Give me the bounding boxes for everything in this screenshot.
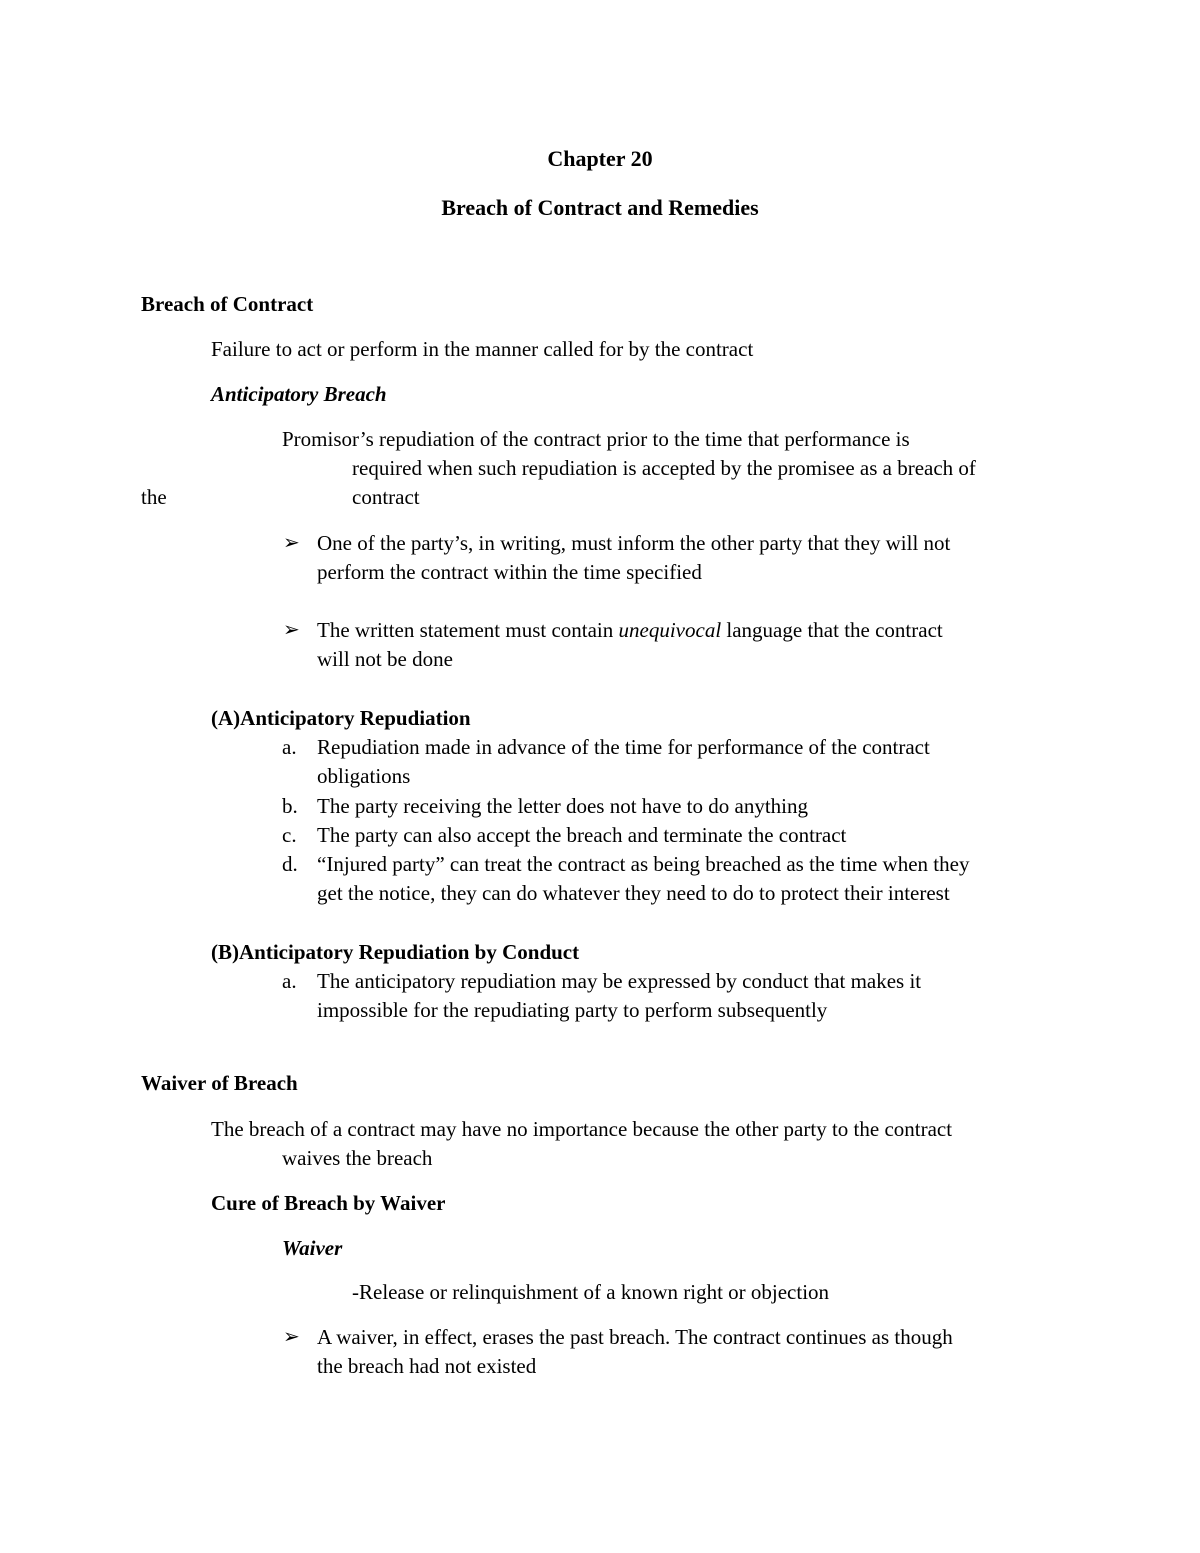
arrow-bullet-icon: ➢ bbox=[283, 1326, 300, 1348]
waiver-definition-line2: waives the breach bbox=[282, 1146, 433, 1170]
list-item-line: The party can also accept the breach and terminate the contract bbox=[317, 823, 847, 847]
list-item-line: get the notice, they can do whatever they need to do to protect their interest bbox=[317, 881, 950, 905]
bullet-unequivocal-line2: will not be done bbox=[317, 647, 453, 671]
list-marker: b. bbox=[282, 794, 298, 818]
section-heading-breach: Breach of Contract bbox=[141, 292, 314, 316]
list-item-line: “Injured party” can treat the contract as being breached as the time when they bbox=[317, 852, 970, 876]
list-marker: a. bbox=[282, 735, 297, 759]
anticipatory-definition-line2: required when such repudiation is accepted by the promisee as a breach of bbox=[352, 456, 976, 480]
subheading-cure-of-breach: Cure of Breach by Waiver bbox=[211, 1191, 446, 1215]
anticipatory-definition-line3: contract bbox=[352, 485, 420, 509]
subheading-repudiation-b: (B)Anticipatory Repudiation by Conduct bbox=[211, 940, 580, 964]
list-marker: a. bbox=[282, 969, 297, 993]
list-item-line: The anticipatory repudiation may be expressed by conduct that makes it bbox=[317, 969, 922, 993]
list-item-line: The party receiving the letter does not have to do anything bbox=[317, 794, 809, 818]
list-item-line: obligations bbox=[317, 764, 411, 788]
emphasis-unequivocal: unequivocal bbox=[618, 618, 722, 642]
waiver-term-definition: -Release or relinquishment of a known right or objection bbox=[352, 1280, 830, 1304]
list-item-line: Repudiation made in advance of the time for performance of the contract bbox=[317, 735, 930, 759]
section-heading-waiver: Waiver of Breach bbox=[141, 1071, 298, 1095]
bullet-written-notice-line1: One of the party’s, in writing, must inform the other party that they will not bbox=[317, 531, 951, 555]
subheading-repudiation-a: (A)Anticipatory Repudiation bbox=[211, 706, 471, 730]
anticipatory-definition-line1: Promisor’s repudiation of the contract prior to the time that performance is bbox=[282, 427, 910, 451]
breach-definition: Failure to act or perform in the manner called for by the contract bbox=[211, 337, 754, 361]
chapter-subtitle: Breach of Contract and Remedies bbox=[441, 195, 759, 220]
bullet-unequivocal-line1: The written statement must contain unequivocal language that the contract bbox=[317, 618, 943, 642]
chapter-title: Chapter 20 bbox=[547, 146, 653, 171]
bullet-written-notice-line2: perform the contract within the time specified bbox=[317, 560, 702, 584]
arrow-bullet-icon: ➢ bbox=[283, 619, 300, 641]
bullet-waiver-effect-line1: A waiver, in effect, erases the past breach. The contract continues as though bbox=[317, 1325, 953, 1349]
list-marker: d. bbox=[282, 852, 298, 876]
list-marker: c. bbox=[282, 823, 297, 847]
subheading-waiver: Waiver bbox=[282, 1236, 343, 1260]
list-item-line: impossible for the repudiating party to perform subsequently bbox=[317, 998, 828, 1022]
arrow-bullet-icon: ➢ bbox=[283, 532, 300, 554]
waiver-definition-line1: The breach of a contract may have no importance because the other party to the contract bbox=[211, 1117, 953, 1141]
anticipatory-definition-stray-word: the bbox=[141, 485, 167, 509]
subheading-anticipatory-breach: Anticipatory Breach bbox=[211, 382, 387, 406]
bullet-waiver-effect-line2: the breach had not existed bbox=[317, 1354, 537, 1378]
